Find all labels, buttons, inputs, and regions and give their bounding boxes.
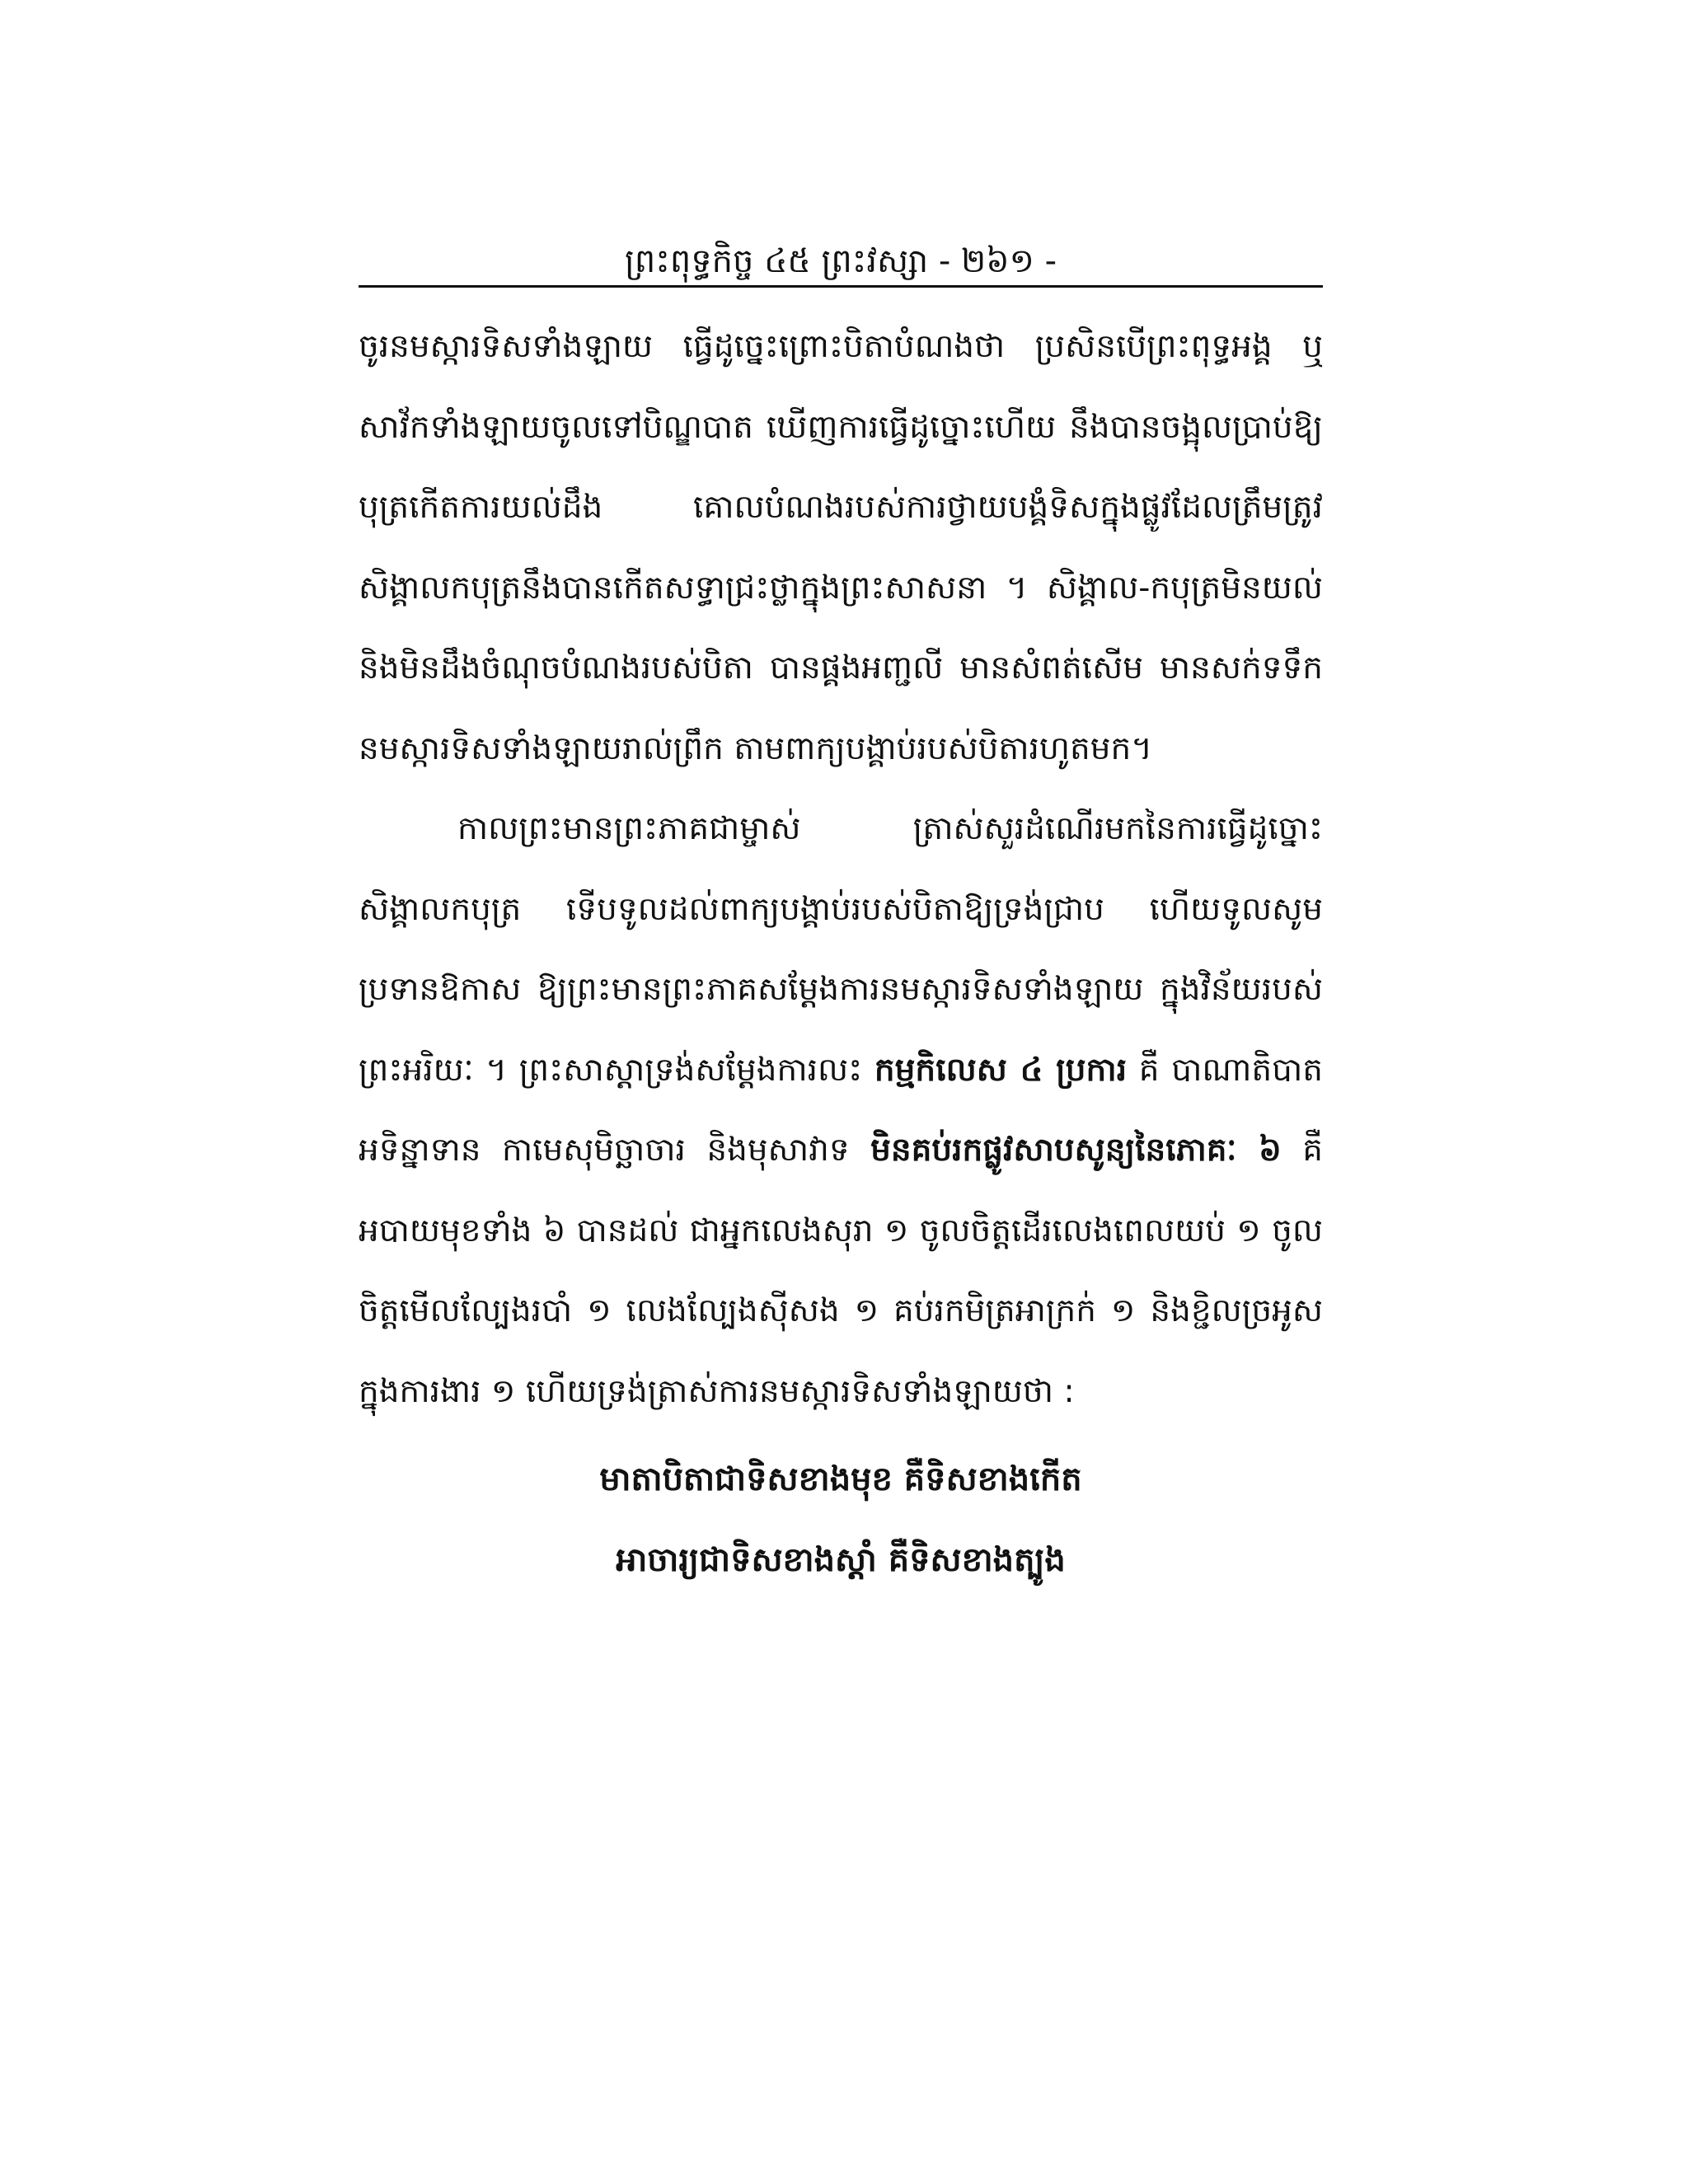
verse-line-1: មាតាបិតាជាទិសខាងមុខ គឺទិសខាងកើត (599, 1460, 1082, 1498)
paragraph-2-bold-1: កម្មកិលេស ៤ ប្រការ (874, 1051, 1128, 1089)
paragraph-2-bold-2: មិនគប់រកផ្លូវសាបសូន្យនៃភោគៈ ៦ (870, 1132, 1282, 1169)
paragraph-1: ចូរនមស្ការទិសទាំងឡាយ ធ្វើដូច្នេះព្រោះបិតាបំណងថា ប្រសិនបើព្រះពុទ្ធអង្គ ឬសាវ័កទាំងឡាយចូលទៅបិណ្ឌបាត ឃើញការធ្វើដូច្នោះហើយ នឹងបានចង្អុលប្រាប់ឱ្យបុត្រកើតការយល់ដឹង គោលបំណងរបស់ការថ្វាយបង្គំទិសក្នុងផ្លូវដែលត្រឹមត្រូវ សិង្គាលកបុត្រនឹងបានកើតសទ្ធាជ្រះថ្លាក្នុងព្រះសាសនា ។ សិង្គាល-កបុត្រមិនយល់ និងមិនដឹងចំណុចបំណងរបស់បិតា បានផ្គងអញ្ជលី មានសំពត់សើម មានសក់ទទឹក នមស្ការទិសទាំងឡាយរាល់ព្រឹក តាមពាក្យបង្គាប់របស់បិតារហូតមក។ (359, 328, 1323, 767)
paragraph-2-part-2: គឺ បាណាតិបាត អទិន្នាទាន កាមេសុមិច្ឆាចារ និងមុសាវាទ (359, 1051, 1323, 1169)
verse-block (359, 1440, 1323, 1601)
paragraph-2-part-1: កាលព្រះមានព្រះភាគជាម្ចាស់ ត្រាស់សួរដំណើរមកនៃការធ្វើដូច្នោះ សិង្គាលកបុត្រ ទើបទូលដល់ពាក្យបង្គាប់របស់បិតាឱ្យទ្រង់ជ្រាប ហើយទូលសូមប្រទានឱកាស ឱ្យព្រះមានព្រះភាគសម្ដែងការនមស្ការទិសទាំងឡាយ ក្នុងវិន័យរបស់ព្រះអរិយៈ ។ ព្រះសាស្ដាទ្រង់សម្ដែងការលះ (359, 810, 1323, 1089)
header-rule (359, 285, 1323, 288)
verse-line-2: អាចារ្យជាទិសខាងស្ដាំ គឺទិសខាងត្បូង (616, 1540, 1066, 1579)
paragraph-2-part-3: គឺ អបាយមុខទាំង ៦ បានដល់ ជាអ្នកលេងសុរា ១ ចូលចិត្តដើរលេងពេលយប់ ១ ចូលចិត្តមើលល្បែងរបាំ ១ លេងល្បែងស៊ីសង ១ គប់រកមិត្រអាក្រក់ ១ និងខ្ជិលច្រអូសក្នុងការងារ ១ ហើយទ្រង់ត្រាស់ការនមស្ការទិសទាំងឡាយថា : (359, 1132, 1323, 1410)
paragraph-2 (359, 789, 1323, 1432)
page-header: ព្រះពុទ្ធកិច្ច ៤៥ ព្រះវស្សា - ២៦១ - (624, 242, 1057, 280)
page-body (359, 307, 1323, 1601)
